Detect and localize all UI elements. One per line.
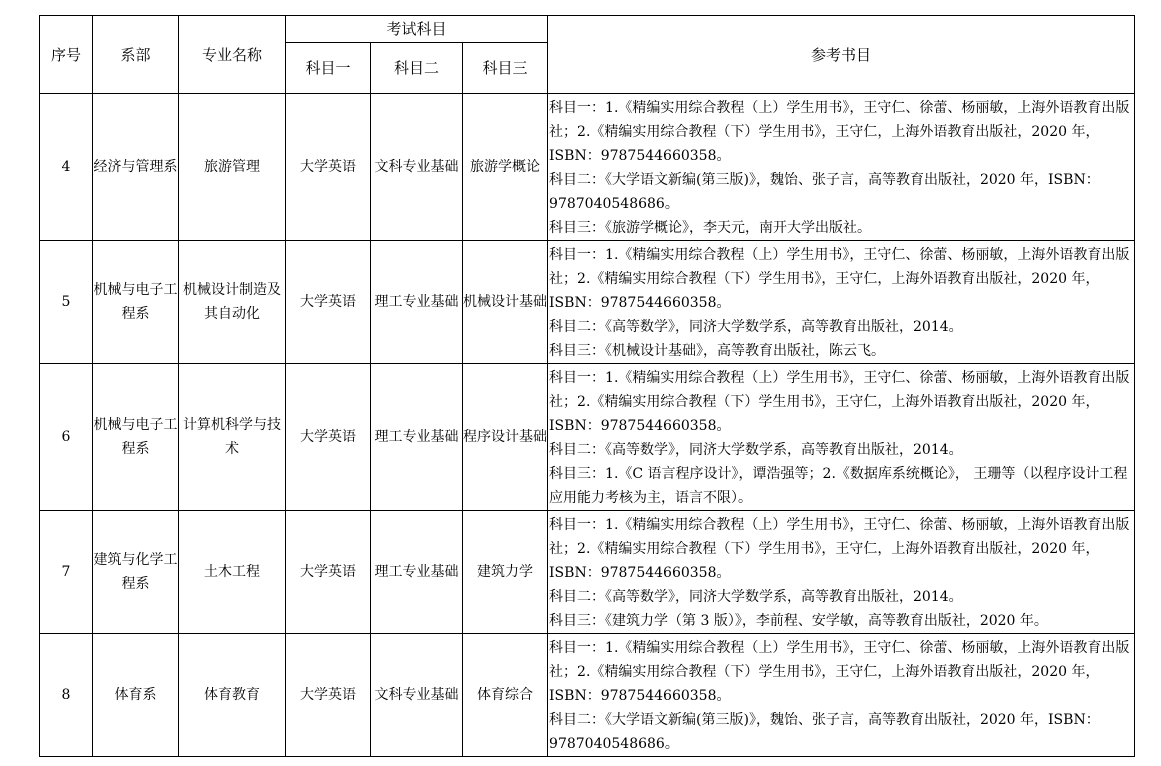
row-subject2: 理工专业基础 bbox=[371, 241, 463, 364]
row-subject3: 体育综合 bbox=[463, 634, 548, 757]
row-subject3: 建筑力学 bbox=[463, 511, 548, 634]
reference-entry: 科目一：1.《精编实用综合教程（上）学生用书》，王守仁、徐蕾、杨丽敏，上海外语教育出版社；2.《精编实用综合教程（下）学生用书》，王守仁，上海外语教育出版社，2020 年，ISBN：9787544660358。 bbox=[549, 100, 1130, 164]
row-department: 经济与管理系 bbox=[93, 94, 179, 241]
header-subject1: 科目一 bbox=[286, 43, 371, 94]
row-subject2: 理工专业基础 bbox=[371, 511, 463, 634]
reference-entry: 科目一：1.《精编实用综合教程（上）学生用书》，王守仁、徐蕾、杨丽敏，上海外语教育出版社；2.《精编实用综合教程（下）学生用书》，王守仁，上海外语教育出版社，2020 年，ISBN：9787544660358。 bbox=[549, 247, 1130, 311]
header-subject2: 科目二 bbox=[371, 43, 463, 94]
row-references bbox=[548, 241, 1135, 364]
reference-entry: 科目一：1.《精编实用综合教程（上）学生用书》，王守仁、徐蕾、杨丽敏，上海外语教育出版社；2.《精编实用综合教程（下）学生用书》，王守仁，上海外语教育出版社，2020 年，ISBN：9787544660358。 bbox=[549, 517, 1130, 581]
row-subject1: 大学英语 bbox=[286, 634, 371, 757]
row-major: 体育教育 bbox=[179, 634, 286, 757]
row-index: 4 bbox=[40, 94, 93, 241]
table-row bbox=[40, 94, 1135, 241]
reference-entry: 科目三：1.《C 语言程序设计》，谭浩强等；2.《数据库系统概论》， 王珊等（以程序设计工程应用能力考核为主，语言不限）。 bbox=[549, 466, 1128, 506]
row-index: 7 bbox=[40, 511, 93, 634]
row-subject2: 理工专业基础 bbox=[371, 364, 463, 511]
table-row bbox=[40, 511, 1135, 634]
row-major: 机械设计制造及其自动化 bbox=[179, 241, 286, 364]
row-department: 体育系 bbox=[93, 634, 179, 757]
exam-reference-table bbox=[39, 15, 1135, 757]
header-exam-subjects: 考试科目 bbox=[286, 16, 548, 43]
row-subject1: 大学英语 bbox=[286, 241, 371, 364]
row-references bbox=[548, 634, 1135, 757]
row-subject3: 旅游学概论 bbox=[463, 94, 548, 241]
row-subject3: 机械设计基础 bbox=[463, 241, 548, 364]
header-major: 专业名称 bbox=[179, 16, 286, 94]
row-subject1: 大学英语 bbox=[286, 511, 371, 634]
table-row bbox=[40, 634, 1135, 757]
row-subject1: 大学英语 bbox=[286, 364, 371, 511]
reference-entry: 科目三：《机械设计基础》，高等教育出版社，陈云飞。 bbox=[549, 343, 886, 359]
table-row bbox=[40, 364, 1135, 511]
row-subject1: 大学英语 bbox=[286, 94, 371, 241]
row-major: 旅游管理 bbox=[179, 94, 286, 241]
reference-entry: 科目二：《高等数学》，同济大学数学系，高等教育出版社，2014。 bbox=[549, 319, 963, 335]
reference-entry: 科目一：1.《精编实用综合教程（上）学生用书》，王守仁、徐蕾、杨丽敏，上海外语教育出版社；2.《精编实用综合教程（下）学生用书》，王守仁，上海外语教育出版社，2020 年，ISBN：9787544660358。 bbox=[549, 370, 1130, 434]
header-references: 参考书目 bbox=[548, 16, 1135, 94]
reference-entry: 科目二：《高等数学》，同济大学数学系，高等教育出版社，2014。 bbox=[549, 442, 963, 458]
reference-entry: 科目三：《旅游学概论》，李天元，南开大学出版社。 bbox=[549, 220, 872, 236]
row-index: 5 bbox=[40, 241, 93, 364]
table-row bbox=[40, 241, 1135, 364]
row-references bbox=[548, 364, 1135, 511]
row-references bbox=[548, 511, 1135, 634]
row-department: 建筑与化学工程系 bbox=[93, 511, 179, 634]
reference-entry: 科目三：《建筑力学（第 3 版）》，李前程、安学敏，高等教育出版社，2020 年。 bbox=[549, 613, 1048, 629]
row-department: 机械与电子工程系 bbox=[93, 241, 179, 364]
row-major: 土木工程 bbox=[179, 511, 286, 634]
row-department: 机械与电子工程系 bbox=[93, 364, 179, 511]
table-body bbox=[40, 94, 1135, 757]
row-major: 计算机科学与技术 bbox=[179, 364, 286, 511]
reference-entry: 科目二：《高等数学》，同济大学数学系，高等教育出版社，2014。 bbox=[549, 589, 963, 605]
row-references bbox=[548, 94, 1135, 241]
header-index: 序号 bbox=[40, 16, 93, 94]
header-department: 系部 bbox=[93, 16, 179, 94]
row-subject3: 程序设计基础 bbox=[463, 364, 548, 511]
row-subject2: 文科专业基础 bbox=[371, 94, 463, 241]
row-index: 8 bbox=[40, 634, 93, 757]
row-subject2: 文科专业基础 bbox=[371, 634, 463, 757]
header-subject3: 科目三 bbox=[463, 43, 548, 94]
reference-entry: 科目二：《大学语文新编(第三版)》，魏饴、张子言，高等教育出版社，2020 年，ISBN：9787040548686。 bbox=[549, 712, 1100, 752]
reference-entry: 科目二：《大学语文新编(第三版)》，魏饴、张子言，高等教育出版社，2020 年，ISBN：9787040548686。 bbox=[549, 172, 1100, 212]
reference-entry: 科目一：1.《精编实用综合教程（上）学生用书》，王守仁、徐蕾、杨丽敏，上海外语教育出版社；2.《精编实用综合教程（下）学生用书》，王守仁，上海外语教育出版社，2020 年，ISBN：9787544660358。 bbox=[549, 640, 1130, 704]
row-index: 6 bbox=[40, 364, 93, 511]
